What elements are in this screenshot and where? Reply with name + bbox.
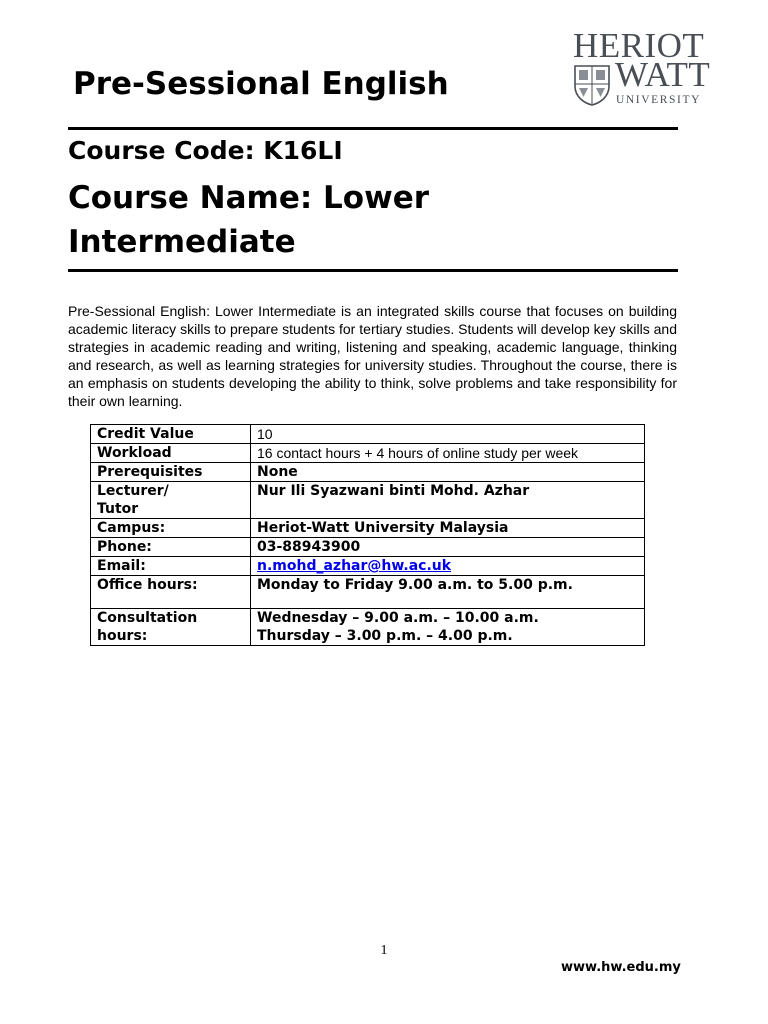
table-row [91, 463, 645, 482]
course-name: Course Name: Lower Intermediate [68, 180, 430, 260]
phone-label: Phone: [91, 538, 251, 557]
consultation-label [91, 609, 251, 646]
course-description: Pre-Sessional English: Lower Intermediate is an integrated skills course that focuses on building academic literacy skills to prepare students for tertiary studies. Students will develop key skills and strategies in academic reading and writing, listening and speaking, academic language, thinking and research, as well as learning strategies for university studies. Throughout the course, there is an emphasis on students developing the ability to think, solve problems and take responsibility for their own learning. [68, 303, 677, 409]
logo-text-heriot: HERIOT [573, 26, 705, 65]
table-row [91, 609, 645, 646]
workload-label: Workload [91, 444, 251, 463]
page-number: 1 [380, 943, 388, 958]
email-link[interactable]: n.mohd_azhar@hw.ac.uk [257, 558, 452, 574]
credit-value: 10 [251, 425, 645, 444]
heriot-watt-logo [571, 26, 717, 110]
phone-value: 03-88943900 [251, 538, 645, 557]
course-code: Course Code: K16LI [68, 136, 343, 165]
table-row [91, 482, 645, 519]
campus-value: Heriot-Watt University Malaysia [251, 519, 645, 538]
logo-text-university: UNIVERSITY [616, 94, 701, 106]
table-row [91, 519, 645, 538]
table-row [91, 576, 645, 609]
consultation-label-line1: Consultation [97, 610, 198, 626]
credit-value-label: Credit Value [91, 425, 251, 444]
consultation-label-line2: hours: [97, 628, 148, 644]
office-hours-label: Office hours: [91, 576, 251, 609]
logo-text-watt: WATT [615, 55, 711, 94]
title-divider-bottom [68, 269, 678, 272]
title-divider-top [68, 127, 678, 130]
table-row [91, 444, 645, 463]
lecturer-label-line1: Lecturer/ [97, 483, 169, 499]
workload-value: 16 contact hours + 4 hours of online study per week [251, 444, 645, 463]
table-row [91, 538, 645, 557]
page-title: Pre-Sessional English [73, 66, 449, 102]
campus-label: Campus: [91, 519, 251, 538]
crest-icon [573, 64, 611, 106]
lecturer-label-line2: Tutor [97, 501, 139, 517]
prerequisites-value: None [251, 463, 645, 482]
consultation-line2: Thursday – 3.00 p.m. – 4.00 p.m. [257, 628, 513, 644]
prerequisites-label: Prerequisites [91, 463, 251, 482]
email-label: Email: [91, 557, 251, 576]
table-row [91, 557, 645, 576]
table-row [91, 425, 645, 444]
footer-website[interactable]: www.hw.edu.my [561, 960, 681, 975]
lecturer-label [91, 482, 251, 519]
office-hours-value: Monday to Friday 9.00 a.m. to 5.00 p.m. [251, 576, 645, 609]
course-info-table [90, 424, 645, 646]
consultation-value [251, 609, 645, 646]
consultation-line1: Wednesday – 9.00 a.m. – 10.00 a.m. [257, 610, 539, 626]
lecturer-value: Nur Ili Syazwani binti Mohd. Azhar [251, 482, 645, 519]
